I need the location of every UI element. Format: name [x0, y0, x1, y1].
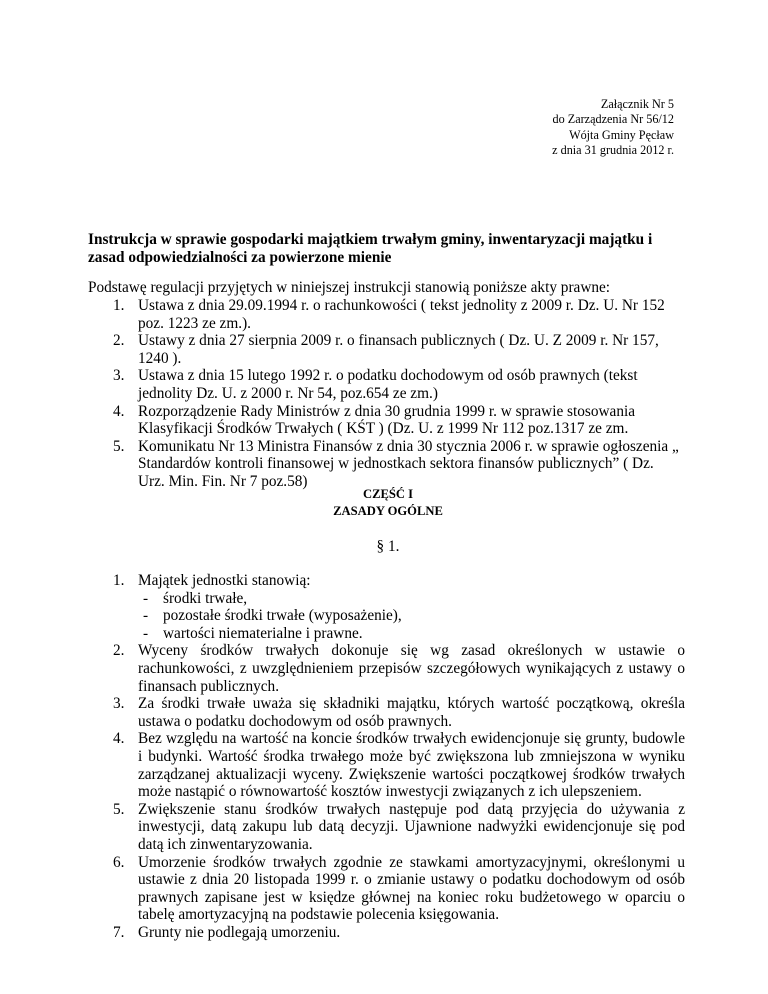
dash-bullet: - — [143, 589, 149, 607]
intro-text: Podstawę regulacji przyjętych w niniejszej instrukcji stanowią poniższe akty prawne: — [88, 279, 611, 296]
rule-text: Majątek jednostki stanowią: — [138, 572, 311, 589]
list-number: 7. — [113, 923, 125, 941]
rule-text: Grunty nie podlegają umorzeniu. — [138, 923, 341, 941]
rule-item — [113, 730, 685, 800]
list-number: 3. — [113, 367, 125, 385]
rule-item — [113, 854, 685, 924]
asset-type-item — [138, 625, 685, 643]
rule-text: Zwiększenie stanu środków trwałych następuje pod datą przyjęcia do używania z inwestycji, datą zakupu lub datą decyzji. Ujawnione nadwyżki ewidencjonuje się pod datą ich zinwentaryzowania. — [138, 800, 685, 853]
list-number: 4. — [113, 730, 125, 748]
legal-act-text: Ustawa z dnia 29.09.1994 r. o rachunkowości ( tekst jednolity z 2009 r. Dz. U. Nr 152 poz. 1223 ze zm.). — [138, 297, 665, 332]
legal-act-text: Komunikatu Nr 13 Ministra Finansów z dnia 30 stycznia 2006 r. w sprawie ogłoszenia „ Standardów kontroli finansowej w jednostkach sektora finansów publicznych” ( Dz. Urz. Min. Fin. Nr 7 poz.58) — [138, 437, 679, 490]
rule-item — [113, 695, 685, 730]
annex-header — [374, 97, 674, 158]
annex-authority: Wójta Gminy Pęcław — [569, 127, 674, 142]
asset-type-text: pozostałe środki trwałe (wyposażenie), — [163, 607, 402, 625]
annex-number: Załącznik Nr 5 — [600, 97, 674, 111]
annex-regulation: do Zarządzenia Nr 56/12 — [552, 112, 674, 127]
rule-item — [113, 801, 685, 854]
rule-text: Bez względu na wartość na koncie środków trwałych ewidencjonuje się grunty, budowle i budynki. Wartość środka trwałego może być zwiększona lub zmniejszona w wyniku zarządzanej aktualizacji wyceny. Zwiększenie wartości początkowej środków trwałych może nastąpić o równowartość kosztów inwestycji związanych z ich ulepszeniem. — [138, 730, 685, 801]
legal-act-item — [113, 297, 683, 332]
list-number: 2. — [113, 332, 125, 350]
legal-act-item — [113, 438, 683, 491]
rule-item — [113, 642, 685, 695]
legal-act-text: Rozporządzenie Rady Ministrów z dnia 30 grudnia 1999 r. w sprawie stosowania Klasyfikacji Środków Trwałych ( KŚT ) (Dz. U. z 1999 Nr 112 poz.1317 ze zm. — [138, 402, 636, 438]
list-number: 6. — [113, 853, 125, 871]
asset-type-text: środki trwałe, — [163, 589, 248, 607]
asset-types-list — [138, 590, 685, 643]
part-heading: CZĘŚĆ I — [362, 487, 414, 501]
legal-act-text: Ustawy z dnia 27 sierpnia 2009 r. o finansach publicznych ( Dz. U. Z 2009 r. Nr 157, 1240 ). — [138, 332, 659, 367]
list-number: 1. — [113, 572, 125, 589]
legal-acts-list — [113, 297, 683, 491]
rule-item — [113, 924, 685, 942]
list-number: 1. — [113, 297, 125, 314]
list-number: 5. — [113, 437, 125, 455]
document-title: Instrukcja w sprawie gospodarki majątkiem trwałym gminy, inwentaryzacji majątku i zasad odpowiedzialności za powierzone mienie — [88, 231, 653, 266]
asset-type-item — [138, 590, 685, 608]
list-number: 5. — [113, 800, 125, 818]
list-number: 4. — [113, 402, 125, 420]
list-number: 3. — [113, 695, 125, 713]
rule-text: Umorzenie środków trwałych zgodnie ze stawkami amortyzacyjnymi, określonymi u ustawie z dnia 20 listopada 1999 r. o zmianie ustawy o podatku dochodowym od osób prawnych zapisane jest w księdze głównej na koniec roku budżetowego w oparciu o tabelę amortyzacyjną na podstawie polecenia księgowania. — [138, 853, 685, 924]
dash-bullet: - — [143, 607, 149, 625]
dash-bullet: - — [143, 624, 149, 642]
legal-act-item — [113, 403, 683, 438]
rules-list — [113, 572, 685, 941]
annex-date: z dnia 31 grudnia 2012 r. — [552, 142, 674, 157]
paragraph-marker: § 1. — [376, 538, 400, 555]
asset-type-item — [138, 607, 685, 625]
legal-act-item — [113, 332, 683, 367]
legal-act-text: Ustawa z dnia 15 lutego 1992 r. o podatku dochodowym od osób prawnych (tekst jednolity Dz. U. z 2000 r. Nr 54, poz.654 ze zm.) — [138, 367, 638, 402]
part-subheading: ZASADY OGÓLNE — [333, 504, 443, 518]
rule-item — [113, 572, 685, 642]
rule-text: Za środki trwałe uważa się składniki majątku, których wartość początkową, określa ustawa o podatku dochodowym od osób prawnych. — [138, 695, 685, 730]
list-number: 2. — [113, 642, 125, 660]
asset-type-text: wartości niematerialne i prawne. — [163, 624, 363, 642]
legal-act-item — [113, 367, 683, 402]
rule-text: Wyceny środków trwałych dokonuje się wg zasad określonych w ustawie o rachunkowości, z uwzględnieniem przepisów szczegółowych wynikających z ustawy o finansach publicznych. — [138, 642, 685, 695]
